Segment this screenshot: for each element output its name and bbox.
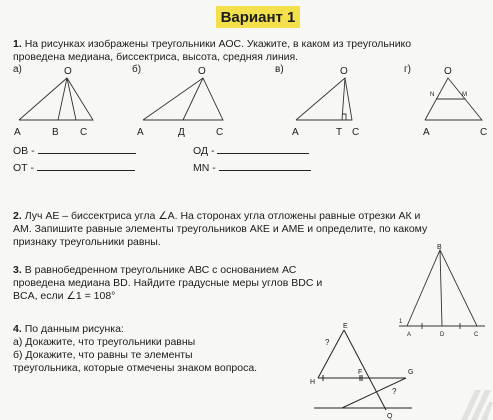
t4-label-q: Q <box>387 413 393 420</box>
fig-d-tag: г) <box>404 64 411 75</box>
fig-d-label-c: С <box>480 127 488 138</box>
fig-c-triangle <box>296 78 352 120</box>
fig-c-label-a: А <box>292 127 299 138</box>
answer-ob-blank[interactable] <box>38 144 136 154</box>
t3-label-c: C <box>474 332 479 337</box>
task3-line3: BCA, если ∠1 = 108° <box>13 290 116 302</box>
fig-c-label-t: Т <box>336 127 343 138</box>
task3-text-line1 <box>13 264 296 277</box>
task2-text-line1 <box>13 210 420 223</box>
fig-d-triangle <box>425 78 482 120</box>
task4-figure <box>308 320 420 420</box>
task2-line1: Луч АЕ – биссектриса угла ∠А. На сторонах угла отложены равные отрезки АК и <box>24 210 421 222</box>
task4-line3: б) Докажите, что равны те элементы <box>13 349 193 361</box>
fig-d-label-n: N <box>430 92 435 98</box>
fig-a-tag: а) <box>13 64 22 75</box>
task4-line1: По данным рисунка: <box>24 323 124 335</box>
task1-figures <box>0 62 493 144</box>
fig-a-label-a: А <box>14 127 21 138</box>
answer-od-row <box>193 144 309 158</box>
answer-od-blank[interactable] <box>217 144 309 154</box>
task4-line4: треугольника, которые отмечены знаком вопроса. <box>13 362 258 374</box>
fig-c-apex: О <box>340 66 348 77</box>
fig-d-label-a: А <box>423 127 430 138</box>
answer-mn-row <box>193 161 311 175</box>
answer-ot-row <box>13 161 135 175</box>
answer-ot-blank[interactable] <box>37 161 135 171</box>
task4-text-line1 <box>13 323 124 336</box>
fig-d-apex: О <box>444 66 452 77</box>
t3-label-a: A <box>407 332 412 337</box>
fig-b-label-d: Д <box>178 127 185 138</box>
t4-question-2: ? <box>392 387 397 396</box>
answer-ot-label: ОТ - <box>13 162 34 174</box>
task2-line2: АМ. Запишите равные элементы треугольников АКЕ и АМЕ и определите, по какому <box>13 223 428 235</box>
answer-od-label: ОД - <box>193 145 215 157</box>
t4-label-e: E <box>343 323 348 330</box>
t4-label-f: F <box>358 369 363 376</box>
fig-c-label-c: С <box>352 127 360 138</box>
task3-line2: проведена медиана BD. Найдите градусные меры углов BDC и <box>13 277 323 289</box>
fig-b-label-c: С <box>216 127 224 138</box>
fig-c-tag: в) <box>275 64 284 75</box>
task3-line1: В равнобедренном треугольнике АВС с основанием АС <box>24 264 297 276</box>
task1-line2: проведена медиана, биссектриса, высота, средняя линия. <box>13 51 299 63</box>
task1-line1: На рисунках изображены треугольники АОС. Укажите, в каком из треугольнико <box>24 38 412 50</box>
answer-ob-row <box>13 144 136 158</box>
fig-a-label-c: С <box>80 127 88 138</box>
t4-label-g: G <box>408 369 414 376</box>
fig-a-triangle <box>19 78 93 120</box>
task2-line3: признаку треугольники равны. <box>13 236 161 248</box>
task4-number: 4. <box>13 323 22 335</box>
fig-a-label-b: В <box>52 127 59 138</box>
fig-d-label-m: M <box>462 92 467 98</box>
task1-text-line1 <box>13 38 411 51</box>
t4-label-h: H <box>310 379 316 386</box>
task4-line2: а) Докажите, что треугольники равны <box>13 336 196 348</box>
fig-b-triangle <box>143 78 223 120</box>
answer-mn-label: MN - <box>193 162 216 174</box>
t3-label-1: 1 <box>399 319 403 325</box>
t3-label-b: B <box>437 244 442 251</box>
corner-watermark-logo <box>423 350 493 420</box>
task3-number: 3. <box>13 264 22 276</box>
fig-a-apex: О <box>64 66 72 77</box>
fig-b-label-a: А <box>137 127 144 138</box>
fig-b-apex: О <box>198 66 206 77</box>
t3-label-d: D <box>440 332 445 337</box>
task2-number: 2. <box>13 210 22 222</box>
variant-title: Вариант 1 <box>216 6 300 28</box>
task1-number: 1. <box>13 38 22 50</box>
t4-question-1: ? <box>325 338 330 347</box>
answer-ob-label: ОВ - <box>13 145 35 157</box>
answer-mn-blank[interactable] <box>219 161 311 171</box>
fig-b-tag: б) <box>132 64 142 75</box>
